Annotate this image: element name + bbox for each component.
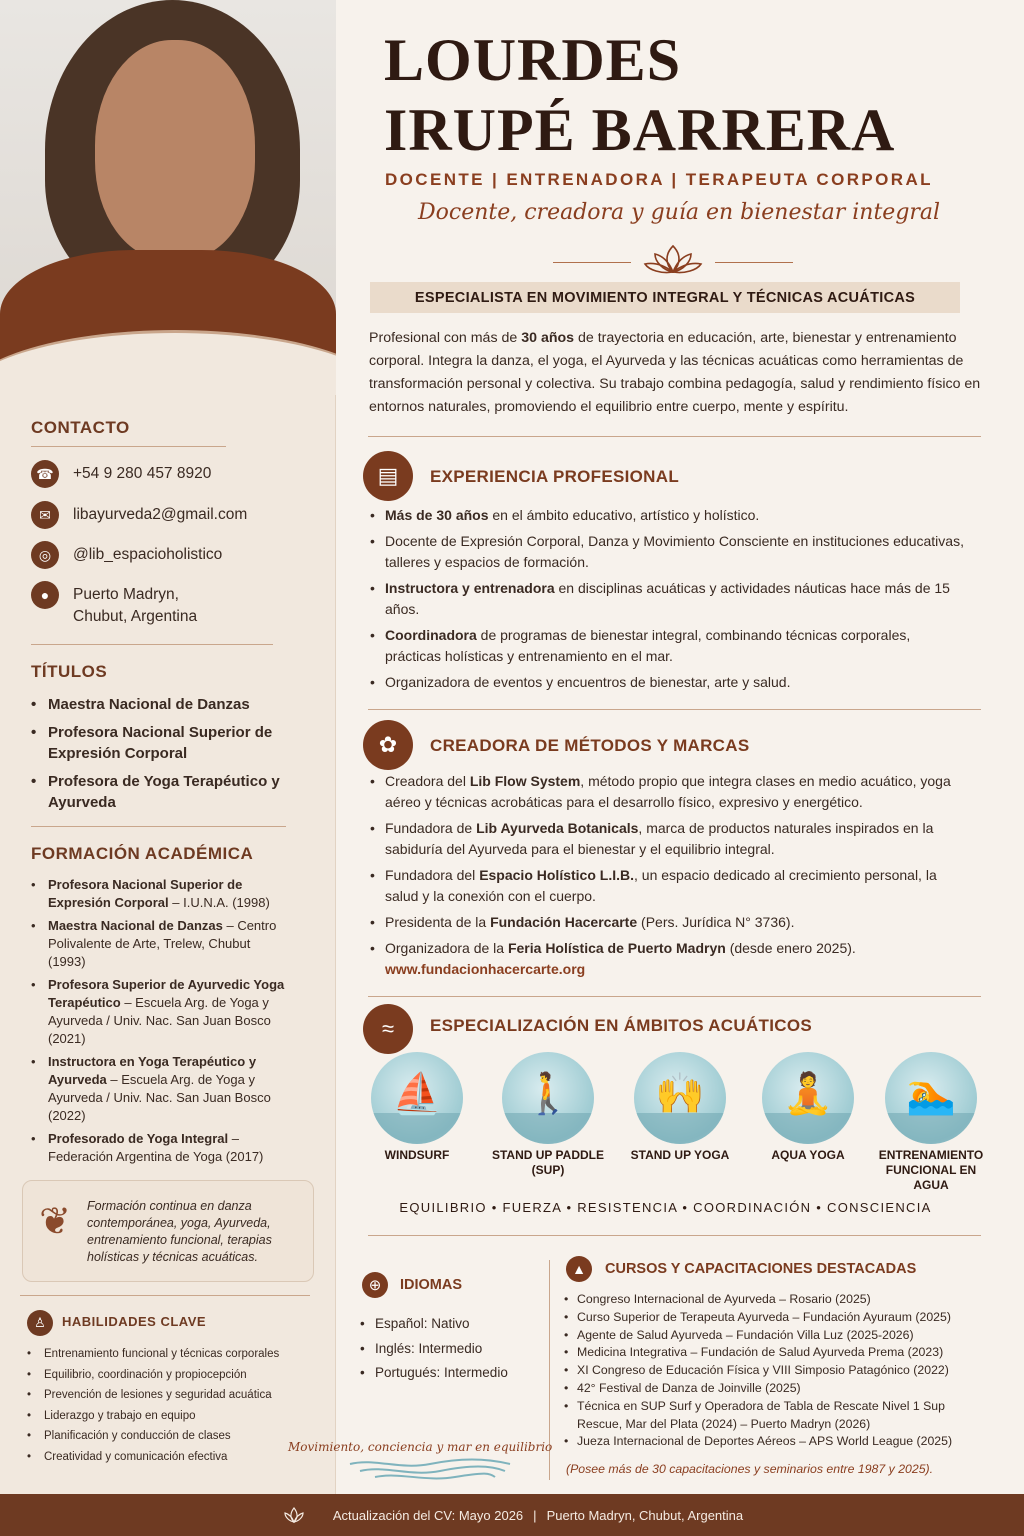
- divider: [20, 1295, 310, 1296]
- lotus-icon: [641, 242, 705, 276]
- divider: [368, 1235, 981, 1236]
- list-item: • Congreso Internacional de Ayurveda – Rosario (2025): [564, 1291, 984, 1309]
- list-item: • Organizadora de eventos y encuentros de bienestar, arte y salud.: [368, 672, 968, 693]
- instagram-text: @lib_espacioholistico: [73, 546, 223, 563]
- list-item: • Docente de Expresión Corporal, Danza y Movimiento Consciente en instituciones educativas, talleres y espacios de formación.: [368, 531, 968, 573]
- list-item: • Instructora y entrenadora en disciplinas acuáticas y actividades náuticas hace más de 15 años.: [368, 578, 968, 620]
- list-item: • Inglés: Intermedio: [360, 1337, 508, 1362]
- list-item: • Más de 30 años en el ámbito educativo, artístico y holístico.: [368, 505, 968, 526]
- aquatic-item-sup-yoga: [620, 1052, 740, 1163]
- location-text: Puerto Madryn, Chubut, Argentina: [73, 586, 198, 625]
- list-item: • Liderazgo y trabajo en equipo: [27, 1406, 317, 1427]
- name-line-1: LOURDES: [384, 27, 682, 93]
- formacion-title: FORMACIÓN ACADÉMICA: [31, 844, 254, 863]
- list-item: • Maestra Nacional de Danzas – Centro Polivalente de Arte, Trelew, Chubut (1993): [31, 917, 291, 971]
- windsurf-icon: ⛵: [371, 1052, 463, 1144]
- mail-icon: ✉: [31, 501, 59, 529]
- name-line-2: IRUPÉ BARRERA: [384, 97, 896, 163]
- list-item: • Instructora en Yoga Terapéutico y Ayurveda – Escuela Arg. de Yoga y Ayurveda / Univ. Nac. San Juan Bosco (2022): [31, 1053, 291, 1125]
- divider: [553, 262, 631, 263]
- sup-yoga-icon: 🙌: [634, 1052, 726, 1144]
- contact-email[interactable]: [31, 501, 247, 529]
- lotus-icon: [281, 1506, 307, 1524]
- aquatic-label: AQUA YOGA: [771, 1148, 845, 1162]
- aqua-yoga-icon: 🧘: [762, 1052, 854, 1144]
- wheat-leaf-icon: ❦: [39, 1201, 71, 1243]
- cursos-title: CURSOS Y CAPACITACIONES DESTACADAS: [605, 1261, 917, 1277]
- list-item: • Agente de Salud Ayurveda – Fundación Villa Luz (2025-2026): [564, 1327, 984, 1345]
- experiencia-title: EXPERIENCIA PROFESIONAL: [430, 467, 680, 486]
- list-item: • Fundadora del Espacio Holístico L.I.B., un espacio dedicado al crecimiento personal, la salud y la conexión con el cuerpo.: [368, 865, 968, 907]
- list-item: • Planificación y conducción de clases: [27, 1426, 317, 1447]
- list-item: • Prevención de lesiones y seguridad acuática: [27, 1385, 317, 1406]
- list-item: • Creatividad y comunicación efectiva: [27, 1447, 317, 1468]
- phone-icon: ☎: [31, 460, 59, 488]
- divider: [31, 644, 273, 645]
- note-text: Formación continua en danza contemporánea, yoga, Ayurveda, entrenamiento funcional, terapias holísticas y técnicas acuáticas.: [87, 1199, 272, 1264]
- contact-phone[interactable]: [31, 460, 211, 488]
- list-item: • Profesorado de Yoga Integral – Federación Argentina de Yoga (2017): [31, 1130, 291, 1166]
- idiomas-list: [360, 1312, 508, 1386]
- roles-subtitle: DOCENTE | ENTRENADORA | TERAPEUTA CORPORAL: [385, 170, 933, 189]
- swimmer-icon: ≈: [363, 1004, 413, 1054]
- footer-separator: |: [533, 1507, 537, 1523]
- phone-text: +54 9 280 457 8920: [73, 465, 212, 482]
- aquatic-label: STAND UP YOGA: [630, 1148, 730, 1162]
- habilidades-list: [27, 1344, 317, 1467]
- aquatic-item-funcional: [871, 1052, 991, 1193]
- acuaticos-title: ESPECIALIZACIÓN EN ÁMBITOS ACUÁTICOS: [430, 1016, 812, 1035]
- titulos-list: [31, 694, 301, 820]
- aquatic-label: WINDSURF: [384, 1148, 450, 1162]
- cursos-note: (Posee más de 30 capacitaciones y seminarios entre 1987 y 2025).: [566, 1462, 934, 1476]
- lotus-icon: ✿: [363, 720, 413, 770]
- sidebar: [0, 0, 336, 1494]
- list-item: • Presidenta de la Fundación Hacercarte (Pers. Jurídica N° 3736).: [368, 912, 968, 933]
- aquatic-item-windsurf: [357, 1052, 477, 1163]
- divider: [368, 996, 981, 997]
- aquatic-item-sup: [488, 1052, 608, 1178]
- divider: [31, 446, 226, 447]
- divider: [368, 709, 981, 710]
- contact-instagram[interactable]: [31, 541, 222, 569]
- list-item: • Profesora de Yoga Terapéutico y Ayurveda: [31, 771, 301, 813]
- list-item: • Profesora Nacional Superior de Expresión Corporal: [31, 722, 301, 764]
- location-pin-icon: ●: [31, 581, 59, 609]
- list-item: • Profesora Nacional Superior de Expresión Corporal – I.U.N.A. (1998): [31, 876, 291, 912]
- list-item: • Equilibrio, coordinación y propiocepción: [27, 1365, 317, 1386]
- aquatic-label: ENTRENAMIENTO FUNCIONAL EN AGUA: [878, 1148, 984, 1192]
- footer-location: Puerto Madryn, Chubut, Argentina: [546, 1507, 744, 1523]
- list-item: • Creadora del Lib Flow System, método propio que integra clases en medio acuático, yoga aéreo y técnicas acrobáticas para el desarrollo físico, expresivo y energético.: [368, 771, 968, 813]
- idiomas-title: IDIOMAS: [400, 1277, 463, 1293]
- footer: [0, 1494, 1024, 1536]
- list-item: • Jueza Internacional de Deportes Aéreos – APS World League (2025): [564, 1433, 984, 1451]
- list-item: • Técnica en SUP Surf y Operadora de Tabla de Rescate Nivel 1 Sup Rescue, Mar del Plata (2024) – Puerto Madryn (2026): [564, 1398, 984, 1434]
- divider: [368, 436, 981, 437]
- instagram-icon: ◎: [31, 541, 59, 569]
- divider: [31, 826, 286, 827]
- list-item: • Medicina Integrativa – Fundación de Salud Ayurveda Prema (2023): [564, 1344, 984, 1362]
- list-item: • Profesora Superior de Ayurvedic Yoga Terapéutico – Escuela Arg. de Yoga y Ayurveda / Univ. Nac. San Juan Bosco (2021): [31, 976, 291, 1048]
- list-item: • XI Congreso de Educación Física y VIII Simposio Patagónico (2022): [564, 1362, 984, 1380]
- list-item: • Español: Nativo: [360, 1312, 508, 1337]
- list-item: • Maestra Nacional de Danzas: [31, 694, 301, 715]
- aquatic-values: EQUILIBRIO • FUERZA • RESISTENCIA • COORDINACIÓN • CONSCIENCIA: [399, 1200, 932, 1215]
- person-icon: ♙: [27, 1310, 53, 1336]
- list-item: • Coordinadora de programas de bienestar integral, combinando técnicas corporales, prácticas holísticas y entrenamiento en el mar.: [368, 625, 968, 667]
- titulos-title: TÍTULOS: [31, 662, 108, 681]
- divider: [715, 262, 793, 263]
- swimmer-icon: 🏊: [885, 1052, 977, 1144]
- list-item: • Entrenamiento funcional y técnicas corporales: [27, 1344, 317, 1365]
- creadora-title: CREADORA DE MÉTODOS Y MARCAS: [430, 736, 750, 755]
- globe-icon: ⊕: [362, 1272, 388, 1298]
- list-item: • Portugués: Intermedio: [360, 1361, 508, 1386]
- list-item: • Fundadora de Lib Ayurveda Botanicals, marca de productos naturales inspirados en la sabiduría del Ayurveda para el bienestar y el equilibrio integral.: [368, 818, 968, 860]
- graduation-cap-icon: ▲: [566, 1256, 592, 1282]
- summary-text: Profesional con más de 30 años de trayectoria en educación, arte, bienestar y entrenamiento corporal. Integra la danza, el yoga, el Ayurveda y las técnicas acuáticas como herramientas de transformación personal y colectiva. Su trabajo combina pedagogía, salud y rendimiento físico en entornos naturales, promoviendo el equilibrio entre cuerpo, mente y espíritu.: [369, 330, 981, 415]
- list-item: • Organizadora de la Feria Holística de Puerto Madryn (desde enero 2025). www.fundacionhacercarte.org: [368, 938, 968, 980]
- creadora-list: [368, 771, 968, 985]
- aquatic-item-aqua-yoga: [748, 1052, 868, 1163]
- profile-photo: [0, 0, 336, 395]
- contact-location: [31, 581, 197, 628]
- list-item: • Curso Superior de Terapeuta Ayurveda – Fundación Ayuraum (2025): [564, 1309, 984, 1327]
- cursos-list: [564, 1291, 984, 1451]
- contact-title: CONTACTO: [31, 418, 130, 437]
- habilidades-title: HABILIDADES CLAVE: [62, 1314, 207, 1329]
- briefcase-icon: ▤: [363, 451, 413, 501]
- waves-icon: [345, 1458, 515, 1480]
- motto: Movimiento, conciencia y mar en equilibrio: [288, 1440, 553, 1454]
- email-text: libayurveda2@gmail.com: [73, 506, 248, 523]
- specialty-banner: ESPECIALISTA EN MOVIMIENTO INTEGRAL Y TÉCNICAS ACUÁTICAS: [370, 282, 960, 313]
- aquatic-label: STAND UP PADDLE (SUP): [491, 1148, 604, 1177]
- sup-paddle-icon: 🚶: [502, 1052, 594, 1144]
- website-link[interactable]: www.fundacionhacercarte.org: [385, 961, 586, 977]
- formacion-list: [31, 876, 291, 1171]
- footer-updated: Actualización del CV: Mayo 2026: [332, 1507, 524, 1523]
- tagline: Docente, creadora y guía en bienestar integral: [418, 200, 941, 225]
- experiencia-list: [368, 505, 968, 698]
- list-item: • 42° Festival de Danza de Joinville (2025): [564, 1380, 984, 1398]
- note-box: [22, 1180, 314, 1282]
